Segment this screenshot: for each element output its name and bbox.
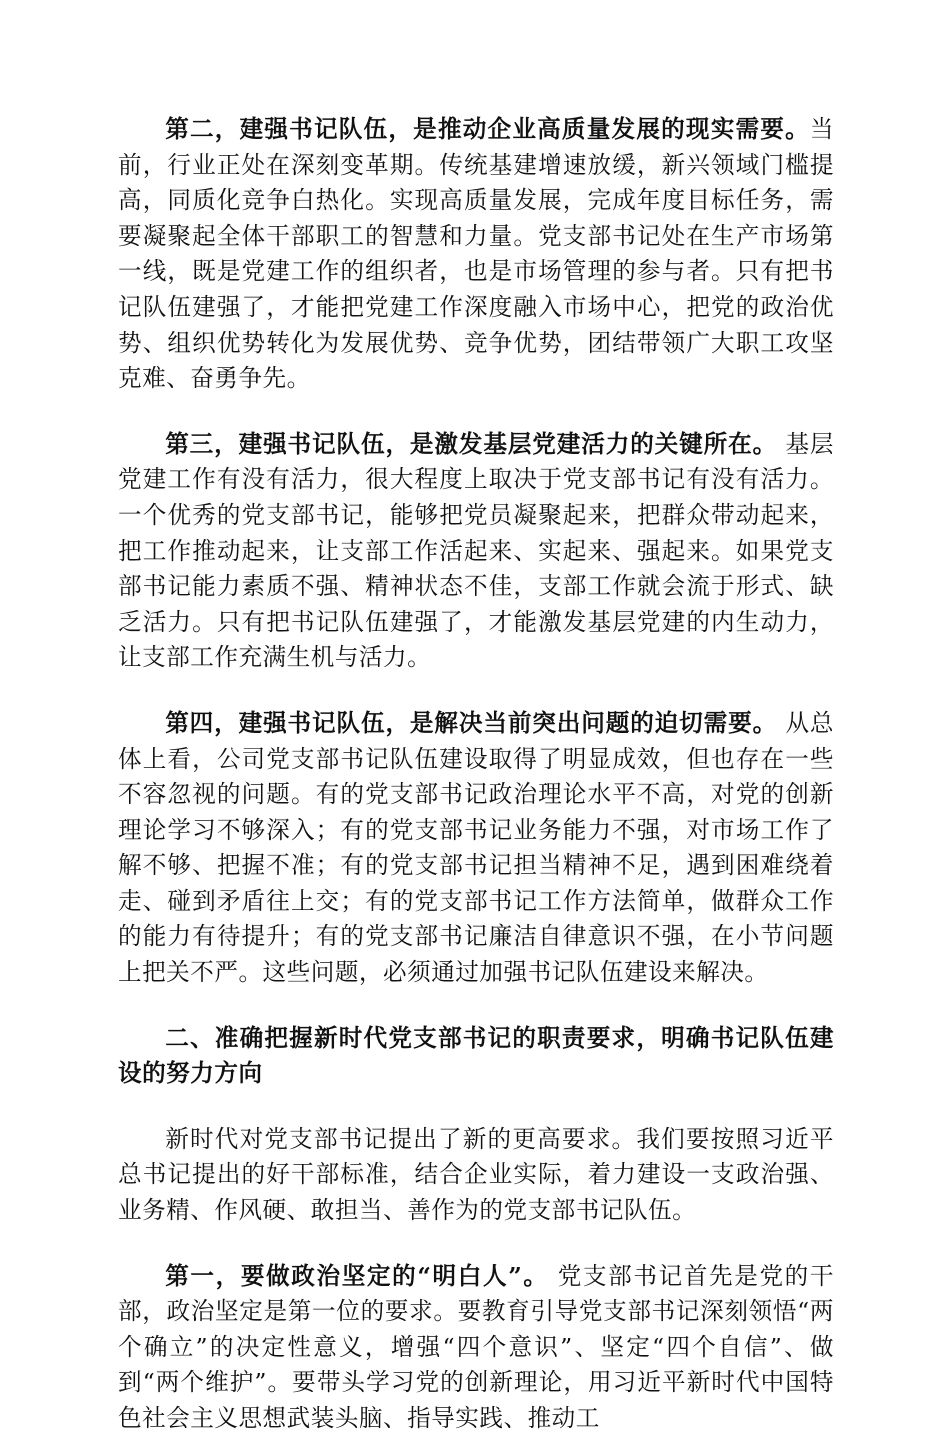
- paragraph-lead: 第三，建强书记队伍，是激发基层党建活力的关键所在。: [165, 429, 778, 458]
- section-heading: 二、准确把握新时代党支部书记的职责要求，明确书记队伍建设的努力方向: [118, 1023, 834, 1088]
- paragraph-lead: 第一，要做政治坚定的“明白人”。: [165, 1261, 549, 1290]
- paragraph-section-intro: [118, 1122, 834, 1229]
- paragraph-third-point: [118, 427, 834, 676]
- document-body: [118, 112, 834, 1437]
- paragraph-text: 从总体上看，公司党支部书记队伍建设取得了明显成效，但也存在一些不容忽视的问题。有的党支部书记政治理论水平不高，对党的创新理论学习不够深入；有的党支部书记业务能力不强，对市场工作了解不够、把握不准；有的党支部书记担当精神不足，遇到困难绕着走、碰到矛盾往上交；有的党支部书记工作方法简单，做群众工作的能力有待提升；有的党支部书记廉洁自律意识不强，在小节问题上把关不严。这些问题，必须通过加强书记队伍建设来解决。: [118, 708, 835, 987]
- paragraph-lead: 第四，建强书记队伍，是解决当前突出问题的迫切需要。: [165, 708, 778, 737]
- paragraph-fourth-point: [118, 706, 834, 991]
- paragraph-lead: 第二，建强书记队伍，是推动企业高质量发展的现实需要。: [165, 115, 810, 143]
- paragraph-first-requirement: [118, 1259, 834, 1437]
- paragraph-text: 当前，行业正处在深刻变革期。传统基建增速放缓，新兴领域门槛提高，同质化竞争白热化。实现高质量发展，完成年度目标任务，需要凝聚起全体干部职工的智慧和力量。党支部书记处在生产市场第一线，既是党建工作的组织者，也是市场管理的参与者。只有把书记队伍建强了，才能把党建工作深度融入市场中心，把党的政治优势、组织优势转化为发展优势、竞争优势，团结带领广大职工攻坚克难、奋勇争先。: [118, 115, 834, 393]
- paragraph-text: 基层党建工作有没有活力，很大程度上取决于党支部书记有没有活力。一个优秀的党支部书记，能够把党员凝聚起来，把群众带动起来，把工作推动起来，让支部工作活起来、实起来、强起来。如果党支部书记能力素质不强、精神状态不佳，支部工作就会流于形式、缺乏活力。只有把书记队伍建强了，才能激发基层党建的内生动力，让支部工作充满生机与活力。: [118, 429, 835, 672]
- paragraph-text: 新时代对党支部书记提出了新的更高要求。我们要按照习近平总书记提出的好干部标准，结合企业实际，着力建设一支政治强、业务精、作风硬、敢担当、善作为的党支部书记队伍。: [118, 1124, 834, 1225]
- paragraph-second-point: [118, 112, 834, 397]
- paragraph-text: 党支部书记首先是党的干部，政治坚定是第一位的要求。要教育引导党支部书记深刻领悟“两个确立”的决定性意义，增强“四个意识”、坚定“四个自信”、做到“两个维护”。要带头学习党的创新理论，用习近平新时代中国特色社会主义思想武装头脑、指导实践、推动工: [118, 1261, 834, 1432]
